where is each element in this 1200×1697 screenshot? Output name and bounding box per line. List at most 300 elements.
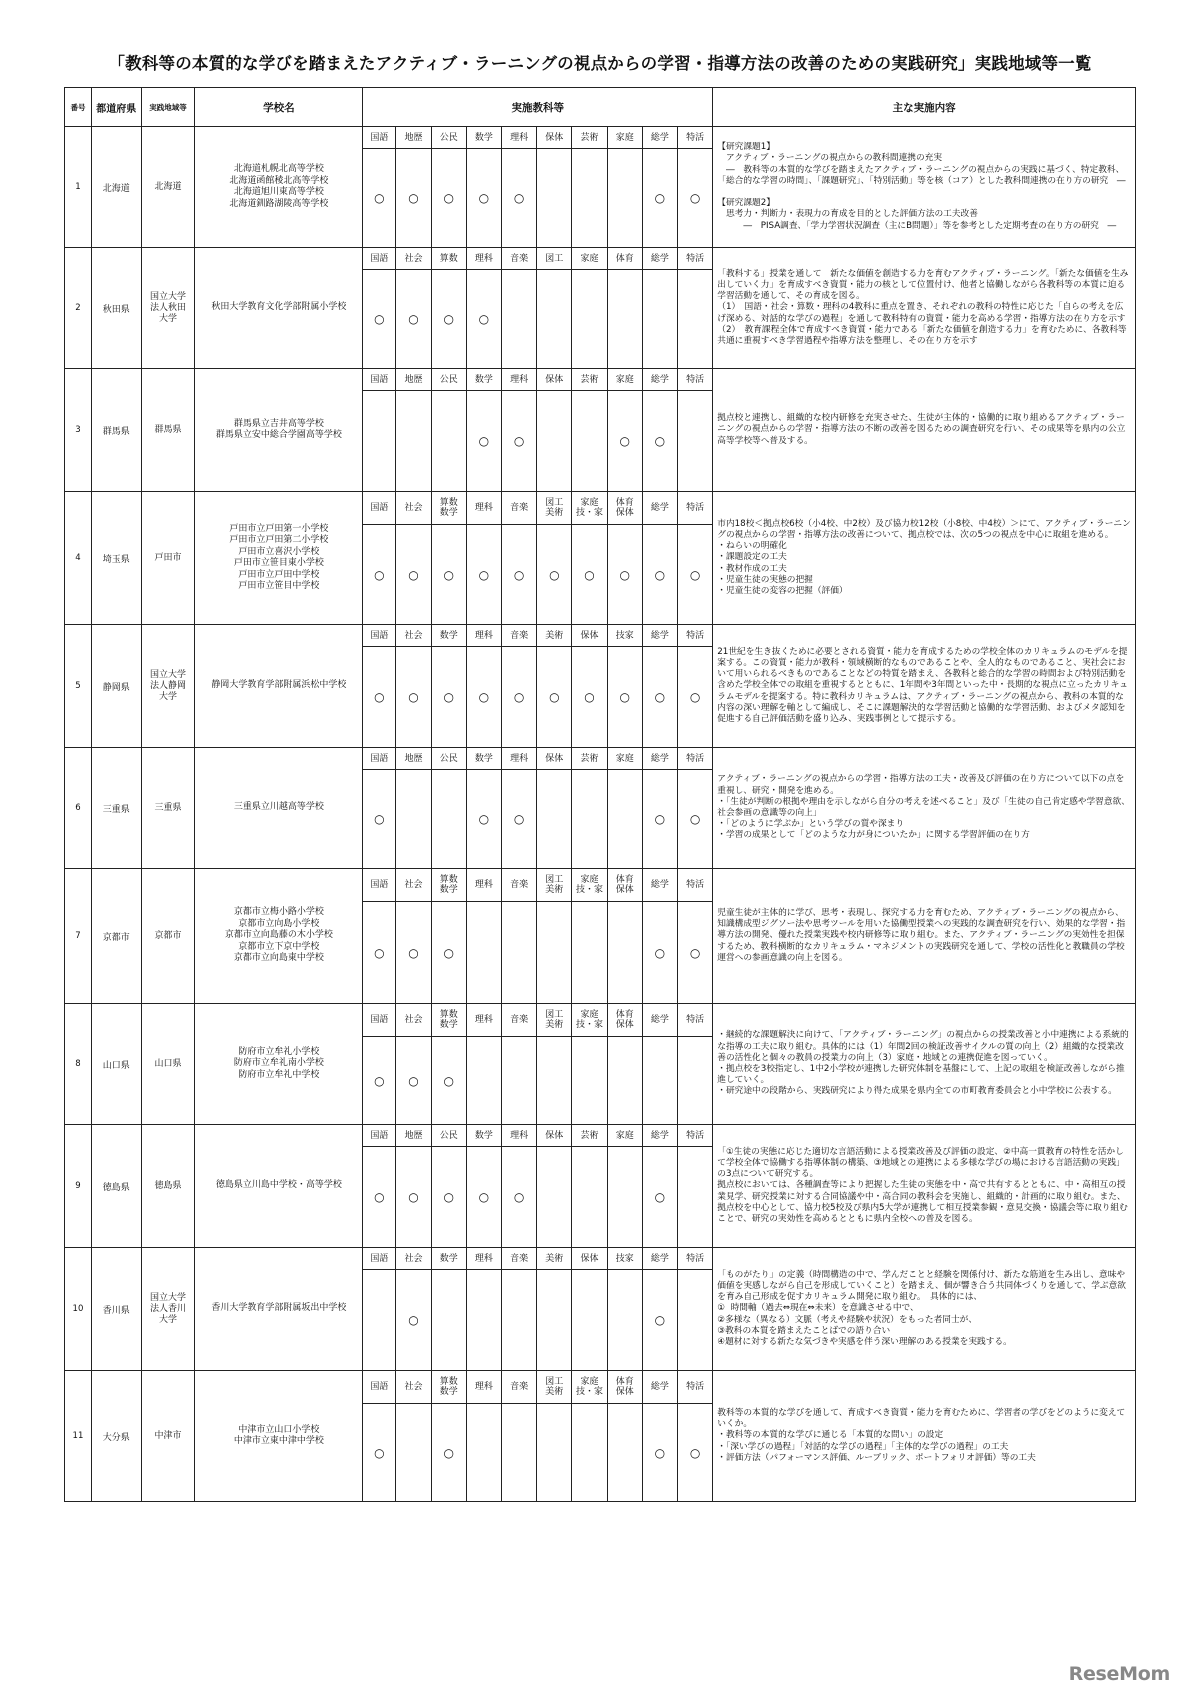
subject-label	[502, 1248, 537, 1270]
row-number: 2	[65, 248, 92, 369]
subject-mark: ○	[607, 647, 642, 748]
subject-label-text: 保体	[545, 374, 564, 385]
subject-mark: ○	[396, 149, 431, 248]
subject-mark	[607, 1037, 642, 1125]
subject-label-text: 家庭 技・家	[576, 1010, 604, 1030]
implementation-content-text: 「ものがたり」の定義（時間構造の中で、学んだことと経験を関係付け、新たな筋道を生み出し、意味や価値を実感しながら自己を形成していくこと）を踏まえ、個が響き合う共同体づくりを通して、学ぶ意欲を育み自己形成を促すカリキュラム開発に取り組む。 具体的には、 ① 時間軸（過去⇔現在⇔未来）を意識させる中で、 ②多様な（異なる）文脈（考えや経験や状況）をもった者同士が、 ③教科の本質を踏まえたことばでの語り合い ④題材に対する新たな気づきや実感を伴う深い理解のある授業を実践する。	[717, 1269, 1126, 1347]
subject-label-text: 家庭 技・家	[576, 1377, 604, 1397]
subject-label-text: 社会	[404, 503, 423, 513]
subject-label-text: 家庭 技・家	[576, 875, 604, 895]
subject-label	[502, 127, 537, 149]
subject-label	[678, 369, 713, 391]
subject-label	[431, 869, 466, 902]
table-row	[65, 1004, 1136, 1037]
subject-mark	[502, 902, 537, 1004]
table-row	[65, 248, 1136, 270]
subject-mark	[678, 270, 713, 369]
subject-label-text: 図工	[545, 253, 564, 264]
subject-mark	[431, 1270, 466, 1371]
subject-mark: ○	[466, 149, 501, 248]
school-names	[195, 369, 363, 492]
prefecture: 静岡県	[91, 625, 141, 748]
header-school: 学校名	[195, 88, 363, 127]
implementation-content-text: ・継続的な課題解決に向けて、「アクティブ・ラーニング」の視点からの授業改善と小中連携による系統的な指導の工夫に取り組む。具体的には（1）年間2回の検証改善サイクルの質の向上（2）組織的な授業改善の活性化と個々の教員の授業力の向上（3）家庭・地域との連携促進を図っていく。 ・拠点校を3校指定し、1中2小学校が連携した研究体制を基盤にして、上記の取組を検証改善しながら推進していく。 ・研究途中の段階から、実践研究により得た成果を県内全ての市町教育委員会と小中学校に公表する。	[717, 1030, 1129, 1097]
subject-label-text: 特活	[686, 253, 705, 264]
subject-label-text: 家庭 技・家	[576, 498, 604, 518]
subject-label	[642, 869, 677, 902]
subject-label-text: 体育	[615, 253, 634, 264]
subject-label	[363, 248, 396, 270]
school-names-text: 秋田大学教育文化学部附属小学校	[211, 302, 347, 313]
subject-label	[502, 492, 537, 525]
table-row	[65, 492, 1136, 525]
subject-mark: ○	[396, 1147, 431, 1248]
subject-mark	[537, 1147, 572, 1248]
subject-mark: ○	[396, 270, 431, 369]
subject-label	[466, 1371, 501, 1404]
subject-label	[678, 1248, 713, 1270]
subject-label	[363, 625, 396, 647]
subject-label-text: 特活	[686, 132, 705, 143]
subject-label	[363, 1371, 396, 1404]
resemom-logo	[1069, 1663, 1170, 1685]
subject-label-text: 保体	[545, 753, 564, 764]
practice-area-text: 山口県	[154, 1058, 182, 1069]
subject-label-text: 図工 美術	[545, 875, 564, 895]
subject-mark: ○	[678, 1404, 713, 1502]
subject-label-text: 特活	[686, 503, 705, 513]
subject-mark: ○	[572, 525, 607, 625]
implementation-content	[713, 625, 1136, 748]
subject-mark	[466, 1037, 501, 1125]
subject-label-text: 国語	[370, 1253, 389, 1264]
subject-label-text: 理科	[474, 630, 493, 641]
row-number: 8	[65, 1004, 92, 1125]
subject-label	[363, 127, 396, 149]
subject-label-text: 特活	[686, 1382, 705, 1392]
subject-mark	[572, 770, 607, 869]
row-number: 6	[65, 748, 92, 869]
subject-label-text: 算数 数学	[439, 1377, 458, 1397]
subject-label-text: 音楽	[510, 253, 529, 264]
page-title: 「教科等の本質的な学びを踏まえたアクティブ・ラーニングの視点からの学習・指導方法の改善のための実践研究」実践地域等一覧	[108, 54, 1092, 73]
implementation-content-text: アクティブ・ラーニングの視点からの学習・指導方法の工夫・改善及び評価の在り方について以下の点を重視し、研究・開発を進める。 ・「生徒が判断の根拠や理由を示しながら自分の考えを述べること」及び「生徒の自己肯定感や学習意欲、社会参画の意識等の向上」 ・「どのように学ぶか」という学びの質や深まり ・学習の成果として「どのような力が身についたか」に関する学習評価の在り方	[717, 774, 1130, 841]
subject-label	[431, 625, 466, 647]
subject-label-text: 社会	[404, 1253, 423, 1264]
subject-label-text: 理科	[510, 753, 529, 764]
school-names-text: 徳島県立川島中学校・高等学校	[215, 1180, 342, 1191]
subject-label-text: 図工 美術	[545, 498, 564, 518]
subject-label-text: 家庭	[615, 1130, 634, 1141]
row-number: 5	[65, 625, 92, 748]
subject-label-text: 保体	[580, 1253, 599, 1264]
subject-label	[607, 625, 642, 647]
row-number: 1	[65, 127, 92, 248]
subject-mark: ○	[502, 525, 537, 625]
subject-label	[537, 1371, 572, 1404]
subject-label	[607, 248, 642, 270]
subject-label	[396, 369, 431, 391]
header-num: 番号	[65, 88, 92, 127]
subject-mark	[678, 1147, 713, 1248]
subject-label	[431, 1371, 466, 1404]
subject-label	[607, 1125, 642, 1147]
implementation-content-text: 「①生徒の実態に応じた適切な言語活動による授業改善及び評価の設定、②中高一貫教育の特性を活かして学校全体で協働する指導体制の構築、③地域との連携による多様な学びの場における言語活動の実践」の3点について研究する。 拠点校においては、各種調査等により把握した生徒の実態を中・高で共有するとともに、中・高相互の授業見学、研究授業に対する合同協議や中・高合同の教科会を実施し、組織的・計画的に取り組む。また、拠点校を中心として、協力校5校及び県内5大学が連携して相互授業参観・意見交換・協議会等に取り組むことで、研究の実効性を高めるとともに県内全校への普及を図る。	[717, 1146, 1128, 1224]
subject-label-text: 国語	[370, 630, 389, 641]
subject-label	[502, 1004, 537, 1037]
implementation-content	[713, 869, 1136, 1004]
subject-label-text: 総学	[650, 1382, 669, 1392]
subject-mark: ○	[537, 525, 572, 625]
subject-mark	[396, 770, 431, 869]
subject-label-text: 特活	[686, 1015, 705, 1025]
subject-mark: ○	[678, 149, 713, 248]
subject-mark	[363, 1270, 396, 1371]
subject-mark	[537, 902, 572, 1004]
subject-label-text: 音楽	[510, 1015, 529, 1025]
subject-mark	[607, 770, 642, 869]
subject-label	[431, 1248, 466, 1270]
practice-region-table	[64, 87, 1136, 1502]
subject-mark: ○	[431, 1147, 466, 1248]
subject-mark	[396, 391, 431, 492]
subject-mark: ○	[502, 149, 537, 248]
subject-mark: ○	[431, 1037, 466, 1125]
school-names-text: 群馬県立吉井高等学校 群馬県立安中総合学園高等学校	[215, 418, 342, 440]
subject-label-text: 社会	[404, 880, 423, 890]
practice-area	[141, 127, 195, 248]
subject-mark	[466, 1270, 501, 1371]
practice-area	[141, 369, 195, 492]
subject-label-text: 数学	[439, 630, 458, 641]
subject-label-text: 美術	[545, 1253, 564, 1264]
subject-mark: ○	[642, 902, 677, 1004]
subject-label-text: 家庭	[615, 753, 634, 764]
subject-label	[502, 369, 537, 391]
subject-label	[642, 1125, 677, 1147]
subject-mark: ○	[466, 647, 501, 748]
subject-label	[537, 248, 572, 270]
subject-mark: ○	[678, 770, 713, 869]
subject-label-text: 特活	[686, 1253, 705, 1264]
subject-label-text: 家庭	[615, 374, 634, 385]
subject-label-text: 社会	[404, 630, 423, 641]
subject-mark: ○	[431, 1404, 466, 1502]
subject-mark: ○	[678, 647, 713, 748]
subject-mark: ○	[502, 1147, 537, 1248]
practice-area	[141, 748, 195, 869]
subject-mark	[537, 391, 572, 492]
subject-mark	[678, 1270, 713, 1371]
subject-label	[642, 748, 677, 770]
subject-mark: ○	[363, 1404, 396, 1502]
implementation-content	[713, 127, 1136, 248]
subject-mark: ○	[678, 525, 713, 625]
subject-mark	[466, 1404, 501, 1502]
subject-label	[642, 492, 677, 525]
subject-mark	[572, 149, 607, 248]
subject-label-text: 国語	[370, 253, 389, 264]
row-number: 7	[65, 869, 92, 1004]
subject-label-text: 総学	[650, 132, 669, 143]
subject-mark	[431, 391, 466, 492]
school-names-text: 北海道札幌北高等学校 北海道函館稜北高等学校 北海道旭川東高等学校 北海道釧路湖陵高等学校	[229, 164, 329, 209]
subject-mark: ○	[642, 770, 677, 869]
subject-label-text: 保体	[580, 630, 599, 641]
subject-label-text: 総学	[650, 753, 669, 764]
subject-label-text: 音楽	[510, 1253, 529, 1264]
subject-label-text: 理科	[510, 374, 529, 385]
subject-label	[572, 1004, 607, 1037]
subject-label-text: 地歴	[404, 753, 423, 764]
implementation-content-text: 「教科する」授業を通して 新たな価値を創造する力を育むアクティブ・ラーニング。「新たな価値を生み出していく力」を育成すべき資質・能力の核として位置付け、他者と協働しながら各教科等の本質に迫る学習活動を通して、その育成を図る。 （1） 国語・社会・算数・理科の4教科に重点を置き、それぞれの教科の特性に応じた「自らの考えを広げ深める、対話的な学びの過程」を通して教科特有の資質・能力を高める学習・指導方法の在り方を示す （2） 教育課程全体で育成すべき資質・能力である「新たな価値を創造する力」を育むために、各教科等共通に重視すべき学習過程や指導方法を整理し、その在り方を示す	[717, 268, 1129, 346]
subject-mark	[678, 1037, 713, 1125]
table-row	[65, 748, 1136, 770]
subject-label-text: 総学	[650, 630, 669, 641]
subject-label	[431, 1004, 466, 1037]
school-names	[195, 492, 363, 625]
implementation-content	[713, 1004, 1136, 1125]
subject-mark: ○	[431, 270, 466, 369]
subject-label	[678, 869, 713, 902]
practice-area	[141, 492, 195, 625]
subject-mark: ○	[572, 647, 607, 748]
subject-label-text: 音楽	[510, 503, 529, 513]
subject-label	[363, 1248, 396, 1270]
subject-label	[396, 869, 431, 902]
subject-mark: ○	[396, 1270, 431, 1371]
subject-mark	[678, 391, 713, 492]
subject-mark	[572, 391, 607, 492]
school-names	[195, 127, 363, 248]
table-row	[65, 869, 1136, 902]
subject-label-text: 総学	[650, 1130, 669, 1141]
subject-label-text: 総学	[650, 253, 669, 264]
subject-label	[502, 748, 537, 770]
subject-mark: ○	[396, 647, 431, 748]
subject-label	[466, 1125, 501, 1147]
subject-mark: ○	[466, 270, 501, 369]
subject-label-text: 家庭	[580, 253, 599, 264]
subject-label	[537, 869, 572, 902]
subject-label	[431, 1125, 466, 1147]
subject-label	[678, 492, 713, 525]
implementation-content-text: 【研究課題1】 アクティブ・ラーニングの視点からの教科間連携の充実 ― 教科等の本質的な学びを踏まえたアクティブ・ラーニングの視点からの実践に基づく、特定教科、「総合的な学習の時間」、「課題研究」、「特別活動」等を核（コア）とした教科間連携の在り方の研究 ― 【研究課題2】 思考力・判断力・表現力の育成を目的とした評価方法の工夫改善 ― PISA調査、「学力学習状況調査（主にB問題）」等を参考とした定期考査の在り方の研究 ―	[717, 142, 1126, 231]
table-row	[65, 625, 1136, 647]
row-number: 10	[65, 1248, 92, 1371]
school-names	[195, 748, 363, 869]
subject-label-text: 特活	[686, 753, 705, 764]
subject-label	[363, 369, 396, 391]
subject-label-text: 美術	[545, 630, 564, 641]
subject-label	[431, 127, 466, 149]
subject-mark	[502, 270, 537, 369]
subject-mark	[502, 1404, 537, 1502]
subject-label	[431, 248, 466, 270]
subject-label-text: 技家	[615, 1253, 634, 1264]
subject-label	[363, 492, 396, 525]
subject-mark: ○	[363, 1147, 396, 1248]
practice-area	[141, 1125, 195, 1248]
subject-label	[537, 369, 572, 391]
subject-mark: ○	[363, 149, 396, 248]
subject-mark	[363, 391, 396, 492]
subject-label-text: 芸術	[580, 374, 599, 385]
subject-label	[396, 1004, 431, 1037]
subject-label	[607, 127, 642, 149]
subject-mark	[572, 902, 607, 1004]
school-names-text: 静岡大学教育学部附属浜松中学校	[211, 680, 347, 691]
practice-area-text: 国立大学 法人香川 大学	[150, 1292, 187, 1325]
row-number: 4	[65, 492, 92, 625]
subject-label	[678, 248, 713, 270]
subject-mark: ○	[642, 149, 677, 248]
subject-mark	[537, 1037, 572, 1125]
prefecture: 徳島県	[91, 1125, 141, 1248]
practice-area-text: 三重県	[154, 802, 182, 813]
subject-label	[363, 869, 396, 902]
subject-label-text: 音楽	[510, 630, 529, 641]
subject-label-text: 算数 数学	[439, 498, 458, 518]
subject-label	[466, 492, 501, 525]
subject-label-text: 国語	[370, 753, 389, 764]
subject-mark: ○	[396, 525, 431, 625]
practice-area	[141, 1004, 195, 1125]
subject-label	[363, 1004, 396, 1037]
header-subjects: 実施教科等	[363, 88, 713, 127]
subject-label-text: 国語	[370, 880, 389, 890]
table-row	[65, 1371, 1136, 1404]
subject-mark: ○	[363, 525, 396, 625]
prefecture: 大分県	[91, 1371, 141, 1502]
subject-label-text: 理科	[474, 503, 493, 513]
subject-label-text: 国語	[370, 132, 389, 143]
prefecture: 京都市	[91, 869, 141, 1004]
subject-label	[466, 127, 501, 149]
subject-label-text: 理科	[474, 1015, 493, 1025]
subject-label-text: 特活	[686, 630, 705, 641]
subject-label	[466, 748, 501, 770]
subject-label	[537, 625, 572, 647]
subject-label	[537, 1004, 572, 1037]
subject-label-text: 芸術	[580, 132, 599, 143]
subject-mark	[607, 902, 642, 1004]
practice-area	[141, 625, 195, 748]
subject-label-text: 数学	[474, 1130, 493, 1141]
subject-label	[607, 869, 642, 902]
subject-label	[678, 625, 713, 647]
subject-label	[466, 1004, 501, 1037]
subject-label	[607, 1371, 642, 1404]
subject-mark: ○	[607, 391, 642, 492]
subject-label	[431, 748, 466, 770]
subject-mark	[537, 149, 572, 248]
subject-label-text: 社会	[404, 1382, 423, 1392]
subject-label	[537, 127, 572, 149]
subject-label	[642, 1004, 677, 1037]
subject-mark: ○	[466, 770, 501, 869]
subject-label	[396, 127, 431, 149]
subject-label-text: 地歴	[404, 374, 423, 385]
subject-mark: ○	[502, 770, 537, 869]
prefecture: 三重県	[91, 748, 141, 869]
subject-label-text: 数学	[439, 1253, 458, 1264]
subject-label	[363, 1125, 396, 1147]
subject-label-text: 理科	[474, 880, 493, 890]
table-row	[65, 1125, 1136, 1147]
subject-mark: ○	[607, 525, 642, 625]
implementation-content-text: 拠点校と連携し、組織的な校内研修を充実させた、生徒が主体的・協働的に取り組めるアクティブ・ラーニングの視点からの学習・指導方法の不断の改善を図るための調査研究を行い、その成果等を県内の公立高等学校等へ普及する。	[717, 413, 1126, 446]
subject-label-text: 特活	[686, 374, 705, 385]
subject-mark	[642, 1037, 677, 1125]
subject-mark	[396, 1404, 431, 1502]
subject-mark: ○	[642, 391, 677, 492]
subject-label	[502, 1371, 537, 1404]
subject-label-text: 公民	[439, 1130, 458, 1141]
subject-mark	[537, 270, 572, 369]
subject-mark	[431, 770, 466, 869]
header-area: 実践地域等	[141, 88, 195, 127]
subject-label	[642, 369, 677, 391]
school-names-text: 戸田市立戸田第一小学校 戸田市立戸田第二小学校 戸田市立喜沢小学校 戸田市立笹目東小学校 戸田市立戸田中学校 戸田市立笹目中学校	[229, 523, 329, 591]
row-number: 3	[65, 369, 92, 492]
logo-text: ReseMom	[1068, 1663, 1170, 1685]
subject-label-text: 家庭	[615, 132, 634, 143]
subject-label-text: 体育 保体	[615, 1377, 634, 1397]
subject-label-text: 総学	[650, 374, 669, 385]
subject-mark	[572, 270, 607, 369]
subject-label	[537, 492, 572, 525]
subject-mark: ○	[502, 391, 537, 492]
table-row	[65, 369, 1136, 391]
subject-label-text: 国語	[370, 1382, 389, 1392]
subject-mark: ○	[431, 647, 466, 748]
school-names-text: 防府市立牟礼小学校 防府市立牟礼南小学校 防府市立牟礼中学校	[233, 1046, 324, 1080]
school-names	[195, 1004, 363, 1125]
subject-mark	[537, 1270, 572, 1371]
subject-label	[572, 869, 607, 902]
subject-label-text: 理科	[510, 1130, 529, 1141]
practice-area	[141, 1248, 195, 1371]
subject-label	[572, 369, 607, 391]
subject-mark: ○	[466, 1147, 501, 1248]
subject-mark: ○	[642, 1270, 677, 1371]
subject-label	[642, 248, 677, 270]
subject-label-text: 総学	[650, 880, 669, 890]
subject-label	[431, 369, 466, 391]
subject-label-text: 理科	[474, 253, 493, 264]
subject-label-text: 理科	[474, 1382, 493, 1392]
subject-label	[537, 748, 572, 770]
table-row	[65, 1248, 1136, 1270]
implementation-content	[713, 248, 1136, 369]
subject-label	[502, 625, 537, 647]
subject-label-text: 体育 保体	[615, 1010, 634, 1030]
subject-label-text: 国語	[370, 503, 389, 513]
practice-area-text: 群馬県	[154, 424, 182, 435]
school-names	[195, 869, 363, 1004]
subject-mark: ○	[363, 270, 396, 369]
school-names	[195, 1125, 363, 1248]
practice-area-text: 国立大学 法人静岡 大学	[150, 669, 187, 702]
subject-label	[678, 1371, 713, 1404]
subject-mark: ○	[642, 1404, 677, 1502]
subject-label	[537, 1248, 572, 1270]
prefecture: 群馬県	[91, 369, 141, 492]
subject-label	[396, 1125, 431, 1147]
subject-label-text: 芸術	[580, 1130, 599, 1141]
subject-label	[396, 1371, 431, 1404]
